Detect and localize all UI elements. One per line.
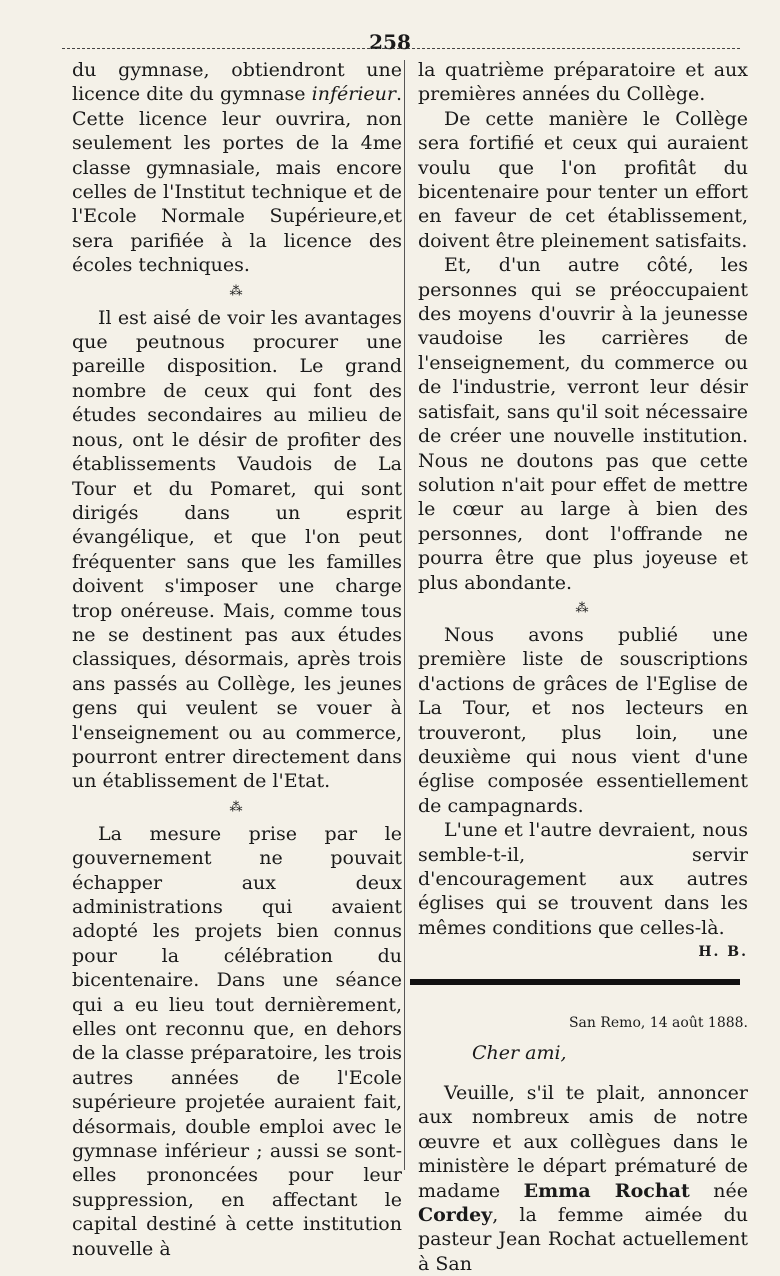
section-stars: ⁂ (229, 283, 245, 299)
letter-text-b: née (689, 1179, 748, 1202)
letter-name-2: Cordey (418, 1204, 493, 1227)
letter-paragraph (418, 1081, 748, 1276)
right-paragraph-4: Nous avons publié une première liste de souscriptions d'actions de grâces de l'Eglise de La Tour, et nos lecteurs en trouveront, plus loin, une deuxième qui nous vient d'une église composée essentiellement de campagnards. (418, 623, 748, 817)
left-paragraph-1 (72, 58, 402, 278)
greeting: Cher ami, (472, 1041, 567, 1064)
column-divider (404, 60, 405, 1170)
letter-name-1: Emma Rochat (523, 1179, 690, 1202)
dateline: San Remo, 14 août 1888. (568, 1014, 748, 1031)
section-stars: ⁂ (575, 600, 591, 616)
page-number: 258 (369, 30, 411, 54)
section-stars: ⁂ (229, 799, 245, 815)
thick-separator (410, 979, 740, 985)
right-paragraph-3: Et, d'un autre côté, les personnes qui se préoccupaient des moyens d'ouvrir à la jeunesse vaudoise les carrières de l'enseignement, du commerce ou de l'industrie, verront leur désir satisfait, sans qu'il soit nécessaire de créer une nouvelle institution. Nous ne doutons pas que cette solution n'ait pour effet de mettre le cœur au large à bien des personnes, dont l'offrande ne pourra être que plus joyeuse et plus abondante. (418, 254, 748, 594)
header-rule (62, 48, 740, 49)
left-column (72, 58, 402, 1261)
right-paragraph-1: la quatrième préparatoire et aux premières années du Collège. (418, 59, 748, 106)
letter-text-a: Veuille, s'il te plait, annoncer aux nombreux amis de notre œuvre et aux collègues dans le ministère le départ prématuré de madame (418, 1082, 748, 1202)
letter-text-c: , la femme aimée du pasteur Jean Rochat actuellement à San (418, 1204, 748, 1275)
left-para1-emphasis: inférieur (311, 83, 396, 106)
left-paragraph-2: Il est aisé de voir les avantages que peutnous procurer une pareille disposition. Le grand nombre de ceux qui font des études secondaires au milieu de nous, ont le désir de profiter des établissements Vaudois de La Tour et du Pomaret, qui sont dirigés dans un esprit évangélique, et que l'on peut fréquenter sans que les familles doivent s'imposer une charge trop onéreuse. Mais, comme tous ne se destinent pas aux études classiques, désormais, après trois ans passés au Collège, les jeunes gens qui veulent se vouer à l'enseignement ou au commerce, pourront entrer directement dans un établissement de l'Etat. (72, 306, 402, 793)
left-para1-text: du gymnase, obtiendront une licence dite du gymnase (72, 59, 402, 106)
right-paragraph-2: De cette manière le Collège sera fortifié et ceux qui auraient voulu que l'on profitât du bicentenaire pour tenter un effort en faveur de cet établissement, doivent être pleinement satisfaits. (418, 107, 748, 252)
right-column (418, 58, 748, 1276)
left-paragraph-3: La mesure prise par le gouvernement ne pouvait échapper aux deux administrations qui avaient adopté les projets bien connus pour la célébration du bicentenaire. Dans une séance qui a eu lieu tout dernièrement, elles ont reconnu que, en dehors de la classe préparatoire, les trois autres années de l'Ecole supérieure projetée auraient fait, désormais, double emploi avec le gymnase inférieur ; aussi se sont-elles prononcées pour leur suppression, en affectant le capital destiné à cette institution nouvelle à (72, 822, 402, 1260)
right-paragraph-5: L'une et l'autre devraient, nous semble-t-il, servir d'encouragement aux autres églises qui se trouvent dans les mêmes conditions que celles-là. (418, 819, 748, 939)
signature-initials: H. B. (698, 944, 748, 961)
signature-line (418, 940, 748, 964)
left-para1-rest: . Cette licence leur ouvrira, non seulement les portes de la 4me classe gymnasiale, mais encore celles de l'Institut technique et de l'Ecole Normale Supérieure,et sera parifiée à la licence des écoles techniques. (72, 83, 402, 277)
